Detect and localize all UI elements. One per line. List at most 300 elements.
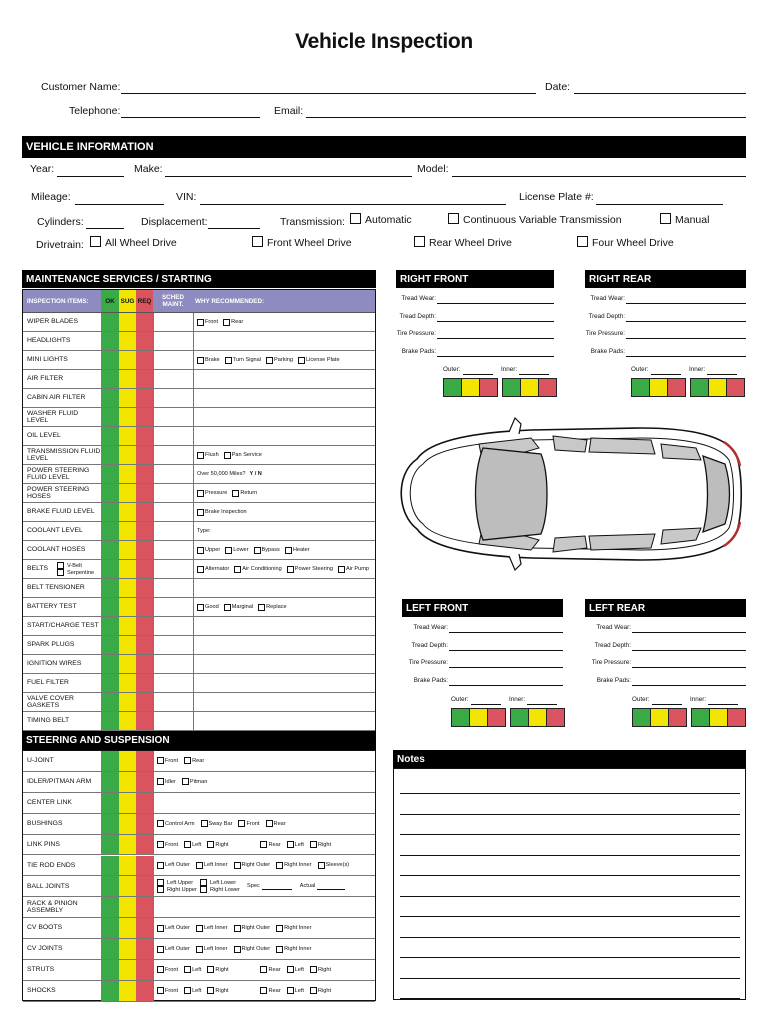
sug-cell[interactable] [119,598,136,616]
ok-cell[interactable] [101,465,119,483]
checkbox[interactable] [184,757,191,764]
tire-field-input[interactable] [437,356,554,357]
sug-cell[interactable] [119,370,136,388]
why-option-pan-service[interactable] [224,452,262,459]
checkbox[interactable] [196,862,203,869]
req-cell[interactable] [136,918,153,938]
why-option-lower[interactable] [225,547,248,554]
outer-field[interactable] [471,704,501,705]
req-cell[interactable] [136,522,153,540]
ok-cell[interactable] [101,772,119,792]
ok-cell[interactable] [101,960,119,980]
rating-sug-box[interactable] [528,708,547,727]
sug-cell[interactable] [119,981,136,1001]
checkbox[interactable] [266,357,273,364]
why-option-return[interactable] [232,490,257,497]
ok-cell[interactable] [101,674,119,692]
checkbox[interactable] [157,886,164,893]
why-option-pressure[interactable] [197,490,227,497]
ok-cell[interactable] [101,522,119,540]
req-cell[interactable] [136,427,153,445]
checkbox[interactable] [184,966,191,973]
req-cell[interactable] [136,351,153,369]
checkbox[interactable] [157,778,164,785]
checkbox[interactable] [157,925,164,932]
rating-req-box[interactable] [668,708,687,727]
checkbox[interactable] [182,778,189,785]
why-option-right-inner[interactable] [276,946,311,953]
checkbox[interactable] [234,946,241,953]
why-option-left-outer[interactable] [157,925,190,932]
checkbox[interactable] [197,452,204,459]
checkbox[interactable] [298,357,305,364]
sug-cell[interactable] [119,427,136,445]
ok-cell[interactable] [101,897,119,917]
inner-field[interactable] [519,374,549,375]
ok-cell[interactable] [101,793,119,813]
trans-cvt-checkbox[interactable] [448,213,459,224]
outer-field[interactable] [652,704,682,705]
why-option-heater[interactable] [285,547,310,554]
trans-automatic-checkbox[interactable] [350,213,361,224]
ok-cell[interactable] [101,751,119,771]
ok-cell[interactable] [101,712,119,730]
sug-cell[interactable] [119,465,136,483]
req-cell[interactable] [136,503,153,521]
why-option-front[interactable] [157,966,178,973]
sug-cell[interactable] [119,636,136,654]
tire-field-input[interactable] [632,685,746,686]
why-option-replace[interactable] [258,604,287,611]
checkbox[interactable] [157,862,164,869]
why-option-idler[interactable] [157,778,176,785]
notes-area[interactable] [393,768,746,1000]
sug-cell[interactable] [119,918,136,938]
checkbox[interactable] [224,604,231,611]
req-cell[interactable] [136,835,153,855]
why-option-right-outer[interactable] [234,925,271,932]
checkbox[interactable] [184,841,191,848]
why-option-left[interactable] [287,966,304,973]
sug-cell[interactable] [119,332,136,350]
rating-ok-box[interactable] [691,708,710,727]
ok-cell[interactable] [101,351,119,369]
checkbox[interactable] [201,820,208,827]
ok-cell[interactable] [101,541,119,559]
checkbox[interactable] [310,841,317,848]
checkbox[interactable] [57,569,64,576]
req-cell[interactable] [136,814,153,834]
req-cell[interactable] [136,693,153,711]
req-cell[interactable] [136,446,153,464]
inner-field[interactable] [708,704,738,705]
inner-field[interactable] [707,374,737,375]
tire-field-input[interactable] [632,667,746,668]
checkbox[interactable] [225,357,232,364]
sug-cell[interactable] [119,793,136,813]
sug-cell[interactable] [119,617,136,635]
trans-manual-checkbox[interactable] [660,213,671,224]
checkbox[interactable] [254,547,261,554]
ok-cell[interactable] [101,876,119,896]
vin-field[interactable] [200,204,506,205]
sug-cell[interactable] [119,446,136,464]
why-option-front[interactable] [238,820,259,827]
req-cell[interactable] [136,598,153,616]
ok-cell[interactable] [101,427,119,445]
checkbox[interactable] [207,987,214,994]
rating-ok-box[interactable] [690,378,709,397]
date-field[interactable] [574,93,746,94]
ok-cell[interactable] [101,484,119,502]
actual-field[interactable] [317,882,345,890]
why-option-rear[interactable] [260,987,280,994]
checkbox[interactable] [260,987,267,994]
make-field[interactable] [165,176,412,177]
checkbox[interactable] [310,987,317,994]
req-cell[interactable] [136,560,153,578]
req-cell[interactable] [136,541,153,559]
tire-field-input[interactable] [626,303,746,304]
checkbox[interactable] [157,820,164,827]
req-cell[interactable] [136,370,153,388]
sug-cell[interactable] [119,560,136,578]
why-option-sway-bar[interactable] [201,820,233,827]
req-cell[interactable] [136,465,153,483]
checkbox[interactable] [338,566,345,573]
checkbox[interactable] [197,490,204,497]
tire-field-input[interactable] [449,632,563,633]
belt-type-option[interactable] [57,562,101,569]
req-cell[interactable] [136,579,153,597]
rating-sug-box[interactable] [650,708,669,727]
ok-cell[interactable] [101,693,119,711]
rating-ok-box[interactable] [631,378,650,397]
req-cell[interactable] [136,313,153,331]
checkbox[interactable] [234,862,241,869]
checkbox[interactable] [310,966,317,973]
why-option-sleeve-s[interactable] [318,862,350,869]
checkbox[interactable] [225,547,232,554]
rating-sug-box[interactable] [461,378,480,397]
tire-field-input[interactable] [449,685,563,686]
tire-field-input[interactable] [437,303,554,304]
why-option-license-plate[interactable] [298,357,340,364]
why-option-left-outer[interactable] [157,946,190,953]
license-plate-field[interactable] [596,204,723,205]
sug-cell[interactable] [119,484,136,502]
why-option-power-steering[interactable] [287,566,333,573]
tire-field-input[interactable] [632,632,746,633]
why-option-right-inner[interactable] [276,925,311,932]
drive-awd-checkbox[interactable] [90,236,101,247]
ok-cell[interactable] [101,408,119,426]
tire-field-input[interactable] [449,650,563,651]
checkbox[interactable] [197,319,204,326]
req-cell[interactable] [136,981,153,1001]
why-option-left[interactable] [184,841,201,848]
ok-cell[interactable] [101,981,119,1001]
why-option-left[interactable] [287,841,304,848]
why-option-right-inner[interactable] [276,862,311,869]
checkbox[interactable] [234,566,241,573]
rating-sug-box[interactable] [520,378,539,397]
why-option-right[interactable] [310,966,331,973]
why-option-rear[interactable] [260,966,280,973]
ok-cell[interactable] [101,835,119,855]
req-cell[interactable] [136,636,153,654]
why-option-control-arm[interactable] [157,820,195,827]
ball-joint-option[interactable] [157,886,200,893]
sug-cell[interactable] [119,693,136,711]
checkbox[interactable] [276,946,283,953]
ok-cell[interactable] [101,655,119,673]
req-cell[interactable] [136,876,153,896]
req-cell[interactable] [136,960,153,980]
ok-cell[interactable] [101,918,119,938]
why-option-air-conditioning[interactable] [234,566,282,573]
ok-cell[interactable] [101,370,119,388]
telephone-field[interactable] [121,117,260,118]
checkbox[interactable] [285,547,292,554]
checkbox[interactable] [196,925,203,932]
tire-field-input[interactable] [437,338,554,339]
why-option-right[interactable] [207,841,228,848]
checkbox[interactable] [57,562,64,569]
spec-field[interactable] [262,882,292,890]
ball-joint-option[interactable] [157,879,200,886]
why-option-front[interactable] [157,841,178,848]
why-option-marginal[interactable] [224,604,253,611]
why-option-brake-inspection[interactable] [197,509,247,516]
checkbox[interactable] [266,820,273,827]
sug-cell[interactable] [119,835,136,855]
inner-field[interactable] [527,704,557,705]
why-option-rear[interactable] [223,319,243,326]
email-field[interactable] [306,117,746,118]
req-cell[interactable] [136,772,153,792]
why-option-right-outer[interactable] [234,946,271,953]
checkbox[interactable] [276,862,283,869]
checkbox[interactable] [207,966,214,973]
rating-req-box[interactable] [546,708,565,727]
why-option-left-outer[interactable] [157,862,190,869]
ball-joint-option[interactable] [200,886,243,893]
rating-ok-box[interactable] [510,708,529,727]
sug-cell[interactable] [119,503,136,521]
checkbox[interactable] [232,490,239,497]
sug-cell[interactable] [119,313,136,331]
tire-field-input[interactable] [632,650,746,651]
why-option-right[interactable] [207,966,228,973]
why-option-right[interactable] [310,987,331,994]
why-option-alternator[interactable] [197,566,229,573]
checkbox[interactable] [318,862,325,869]
cylinders-field[interactable] [86,228,124,229]
checkbox[interactable] [287,841,294,848]
checkbox[interactable] [200,886,207,893]
rating-req-box[interactable] [479,378,498,397]
checkbox[interactable] [207,841,214,848]
checkbox[interactable] [287,966,294,973]
ok-cell[interactable] [101,332,119,350]
rating-req-box[interactable] [726,378,745,397]
why-option-parking[interactable] [266,357,293,364]
req-cell[interactable] [136,655,153,673]
sug-cell[interactable] [119,522,136,540]
ok-cell[interactable] [101,503,119,521]
ok-cell[interactable] [101,939,119,959]
checkbox[interactable] [157,946,164,953]
trans-cvt-option[interactable] [448,213,622,226]
drive-fwd-checkbox[interactable] [252,236,263,247]
tire-field-input[interactable] [626,338,746,339]
customer-name-field[interactable] [121,93,536,94]
drive-awd-option[interactable] [90,236,177,249]
checkbox[interactable] [196,946,203,953]
checkbox[interactable] [157,841,164,848]
drive-rwd-checkbox[interactable] [414,236,425,247]
ok-cell[interactable] [101,446,119,464]
req-cell[interactable] [136,332,153,350]
why-option-left[interactable] [184,987,201,994]
req-cell[interactable] [136,856,153,876]
req-cell[interactable] [136,939,153,959]
why-option-front[interactable] [157,757,178,764]
why-option-upper[interactable] [197,547,220,554]
outer-field[interactable] [651,374,681,375]
sug-cell[interactable] [119,856,136,876]
sug-cell[interactable] [119,351,136,369]
sug-cell[interactable] [119,389,136,407]
sug-cell[interactable] [119,751,136,771]
drive-4wd-option[interactable] [577,236,674,249]
ok-cell[interactable] [101,579,119,597]
why-option-front[interactable] [197,319,218,326]
sug-cell[interactable] [119,772,136,792]
checkbox[interactable] [224,452,231,459]
checkbox[interactable] [197,604,204,611]
why-option-good[interactable] [197,604,219,611]
checkbox[interactable] [157,987,164,994]
year-field[interactable] [57,176,124,177]
checkbox[interactable] [157,966,164,973]
sug-cell[interactable] [119,712,136,730]
req-cell[interactable] [136,408,153,426]
rating-req-box[interactable] [727,708,746,727]
checkbox[interactable] [184,987,191,994]
rating-sug-box[interactable] [709,708,728,727]
sug-cell[interactable] [119,655,136,673]
checkbox[interactable] [157,879,164,886]
ball-joint-option[interactable] [200,879,243,886]
rating-req-box[interactable] [487,708,506,727]
sug-cell[interactable] [119,897,136,917]
rating-sug-box[interactable] [708,378,727,397]
outer-field[interactable] [463,374,493,375]
trans-automatic-option[interactable] [350,213,412,226]
checkbox[interactable] [238,820,245,827]
req-cell[interactable] [136,793,153,813]
checkbox[interactable] [260,841,267,848]
sug-cell[interactable] [119,939,136,959]
sug-cell[interactable] [119,541,136,559]
checkbox[interactable] [197,547,204,554]
why-option-right-outer[interactable] [234,862,271,869]
checkbox[interactable] [197,509,204,516]
ok-cell[interactable] [101,313,119,331]
req-cell[interactable] [136,484,153,502]
checkbox[interactable] [234,925,241,932]
why-option-bypass[interactable] [254,547,280,554]
checkbox[interactable] [223,319,230,326]
rating-sug-box[interactable] [469,708,488,727]
ok-cell[interactable] [101,598,119,616]
req-cell[interactable] [136,389,153,407]
why-option-air-pump[interactable] [338,566,369,573]
checkbox[interactable] [287,566,294,573]
checkbox[interactable] [197,357,204,364]
req-cell[interactable] [136,751,153,771]
sug-cell[interactable] [119,674,136,692]
checkbox[interactable] [276,925,283,932]
belt-type-option[interactable] [57,569,101,576]
checkbox[interactable] [157,757,164,764]
why-option-rear[interactable] [260,841,280,848]
displacement-field[interactable] [208,228,260,229]
ok-cell[interactable] [101,636,119,654]
checkbox[interactable] [197,566,204,573]
why-option-left-inner[interactable] [196,925,228,932]
ok-cell[interactable] [101,814,119,834]
model-field[interactable] [452,176,746,177]
checkbox[interactable] [258,604,265,611]
rating-ok-box[interactable] [451,708,470,727]
why-option-pitman[interactable] [182,778,207,785]
checkbox[interactable] [287,987,294,994]
checkbox[interactable] [260,966,267,973]
drive-fwd-option[interactable] [252,236,352,249]
req-cell[interactable] [136,712,153,730]
req-cell[interactable] [136,897,153,917]
trans-manual-option[interactable] [660,213,709,226]
why-option-flush[interactable] [197,452,219,459]
tire-field-input[interactable] [437,321,554,322]
yes-no-option[interactable]: Y / N [249,471,262,477]
rating-req-box[interactable] [538,378,557,397]
why-option-right[interactable] [310,841,331,848]
why-option-rear[interactable] [184,757,204,764]
sug-cell[interactable] [119,960,136,980]
ok-cell[interactable] [101,856,119,876]
tire-field-input[interactable] [626,356,746,357]
req-cell[interactable] [136,617,153,635]
rating-sug-box[interactable] [649,378,668,397]
ok-cell[interactable] [101,389,119,407]
req-cell[interactable] [136,674,153,692]
tire-field-input[interactable] [626,321,746,322]
why-option-rear[interactable] [266,820,286,827]
drive-4wd-checkbox[interactable] [577,236,588,247]
rating-ok-box[interactable] [632,708,651,727]
rating-req-box[interactable] [667,378,686,397]
sug-cell[interactable] [119,579,136,597]
why-option-brake[interactable] [197,357,220,364]
ok-cell[interactable] [101,560,119,578]
why-option-left-inner[interactable] [196,946,228,953]
why-option-right[interactable] [207,987,228,994]
checkbox[interactable] [200,879,207,886]
